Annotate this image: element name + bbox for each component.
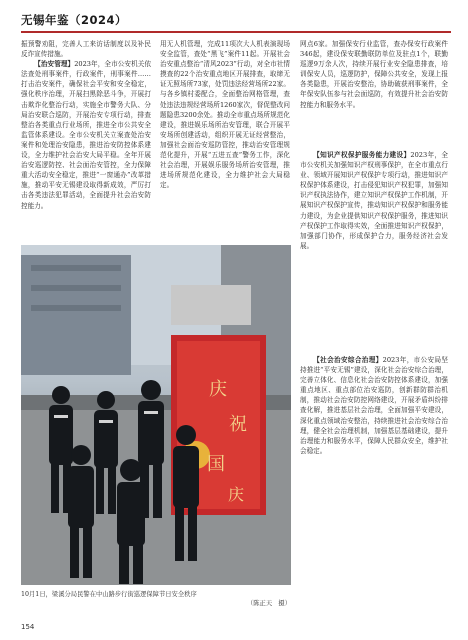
caption-text: 10月1日，梁溪分局民警在中山路步行街巡逻保障节日安全秩序: [21, 591, 197, 598]
col2-body: 用无人机管理，完成11项次大人机表演现场安全监管，查处“黑飞”案件11起。开展社会治安重点整治“清风2023”行动，对全市社情摸查的22个治安重点地区开展排查，取缔无证无照场所73家，处罚违法经营场所22家。与各乡镇村委配合，全面整治网格管理，查处违法违规经营场所1260家次，督促整改问题隐患3200余处。推动全市重点场所规范化建设，推进娱乐场所治安管理，联合开展平安场所创建活动，组织开展无证经营整治，加强社会面治安巡防管控，推动治安管理规范化提升，开展“五进五查”警务工作，深化社会治理，开展娱乐服务场所治安管理，推进场所规范化建设，全力维护社会大局稳定。: [160, 40, 290, 190]
column-2: [160, 39, 290, 190]
section-title: 【社会治安综合治理】: [313, 356, 383, 364]
section-body: 2023年，全市公安机关加强知识产权刑事保护，在全市重点行业、领域开展知识产权保护专项行动，推进知识产权保护体系建设，打击侵犯知识产权犯罪，加强知识产权执法协作，建立知识产权保护工作机制，开展知识产权保护宣传，推动知识产权保护和服务能力建设，为企业提供知识产权保护服务，推进知识产权保护工作取得实效，全面推进知识产权保护，加强部门协作，形成保护合力，服务经济社会发展。: [300, 151, 449, 250]
patrol-scene-illustration: [21, 245, 291, 585]
photo-credit: （陈正天 摄）: [246, 600, 291, 607]
running-header: [21, 10, 451, 30]
section-public-order: [21, 59, 151, 210]
svg-text:国: 国: [207, 454, 225, 475]
yearbook-title: 无锡年鉴（2024）: [21, 13, 128, 27]
patrol-photo: [21, 245, 291, 585]
column-3-ip: [300, 150, 448, 251]
column-1: [21, 39, 151, 211]
col1-lead: 振预警劝阻，完善人工来访话制度以及补民反诈宣传措施。: [21, 40, 151, 59]
photo-caption: [21, 590, 291, 608]
svg-text:祝: 祝: [229, 414, 247, 435]
header-rule: [21, 31, 451, 33]
section-body: 2023年，市公安局坚持推进“平安无锡”建设，深化社会治安综合治理，完善立体化、信息化社会治安防控体系建设，加强重点地区、重点部位治安巡防，创新群防群治机制，推动社会治安防控网络建设，开展矛盾纠纷排查化解，推进基层社会治理，全面加强平安建设，深化重点领域治安整治，持续推进社会治安综合治理，健全社会治理机制，加强基层基础建设，提升治理能力和服务水平，保障人民群众安全，维护社会稳定。: [300, 356, 449, 455]
section-title: 【知识产权保护服务能力建设】: [313, 151, 411, 159]
col3-body: 网点6家。加强保安行业监管，查办保安行政案件346起，建设保安联勤联防单位及驻点1个，联勤巡逻9万余人次，持续开展行业安全隐患排查，培训保安人员，巡逻防护，保障公共安全，发现上报各类隐患，开展治安整治，协助破获刑事案件，全年保安队伍参与社会面巡防，有效提升社会治安防控能力和服务水平。: [300, 40, 448, 109]
banner-text: 庆: [209, 379, 227, 400]
column-3-top: [300, 39, 448, 110]
section-ip-protection: [300, 150, 448, 251]
section-title: 【治安管理】: [34, 60, 75, 69]
page-number: 154: [21, 623, 35, 631]
svg-text:庆: 庆: [227, 485, 245, 504]
section-governance: [300, 355, 448, 456]
column-3-governance: [300, 355, 448, 456]
section-body: 2023年，全市公安机关依法查处刑事案件，行政案件，刑事案件……打击治安案件，确保社会平安和安全稳定，强化秩序治理，开展扫黑除恶斗争，开展打击欺诈化整治行动，实施全市警务大队、分局治安联合巡防，开展治安专项行动，排查整治各类重点行业场所，推进全市公共安全监管体系建设。全市公安机关立案查处治安案件和处理治安隐患，推进治安防控体系建设，全力维护社会治安大局平稳。全年开展治安巡逻防控、社会面治安管控，全力保障重大活动安全稳定，推进“一窗通办”改革措施，推动平安无锡建设取得新成效，严厉打击各类违法犯罪活动，全面提升社会治安防控能力。: [21, 60, 152, 210]
